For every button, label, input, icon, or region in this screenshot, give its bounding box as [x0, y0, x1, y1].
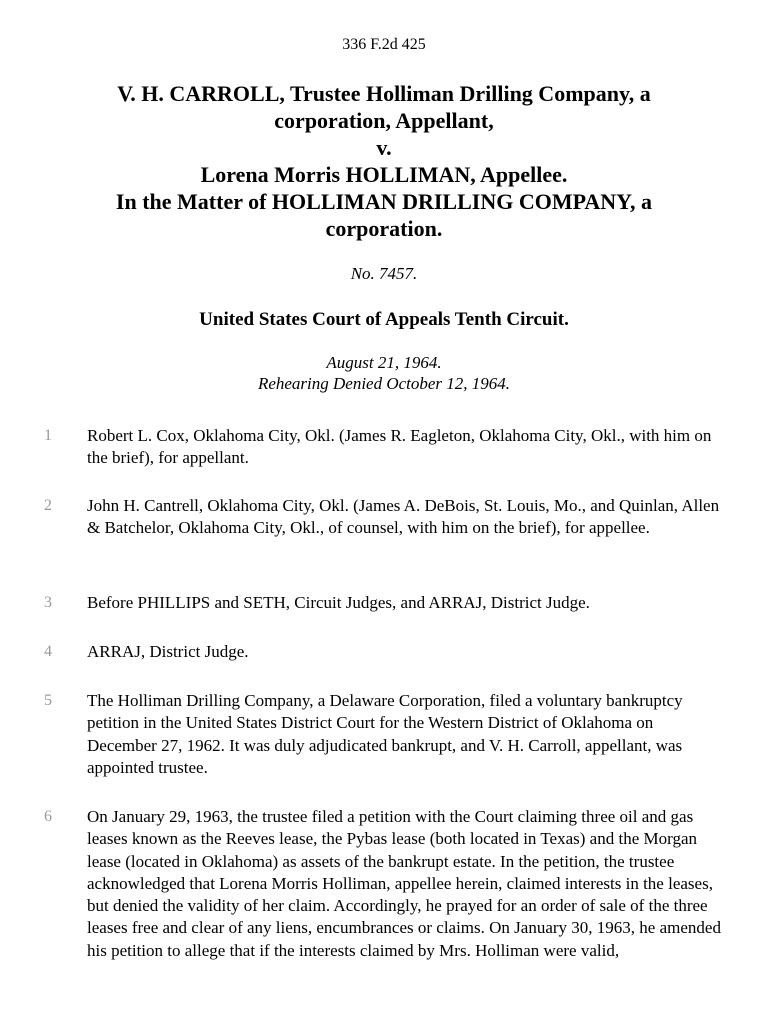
case-title-line: v. — [376, 135, 392, 160]
paragraph-number: 6 — [44, 808, 52, 825]
paragraph-text: Before PHILLIPS and SETH, Circuit Judges, and ARRAJ, District Judge. — [87, 593, 590, 612]
paragraph-text: On January 29, 1963, the trustee filed a petition with the Court claiming three oil and gas leases known as the Reeves lease, the Pybas lease (both located in Texas) and the Morgan lease (located in Oklahoma) as assets of the bankrupt estate. In the petition, the trustee acknowledged that Lorena Morris Holliman, appellee herein, claimed interests in the leases, but denied the validity of her claim. Accordingly, he prayed for an order of sale of the three leases free and clear of any liens, encumbrances or claims. On January 30, 1963, he amended his petition to allege that if the interests claimed by Mrs. Holliman were valid, — [87, 807, 721, 960]
decision-date: August 21, 1964. — [326, 353, 442, 372]
case-title-line: V. H. CARROLL, Trustee Holliman Drilling Company, a — [117, 81, 651, 106]
case-title-line: In the Matter of HOLLIMAN DRILLING COMPANY, a — [115, 189, 653, 214]
case-title-line: corporation, Appellant, — [274, 108, 494, 133]
case-title-line: corporation. — [325, 216, 443, 241]
case-title — [40, 80, 728, 242]
decision-dates — [0, 352, 768, 394]
paragraph-number: 3 — [44, 594, 52, 611]
court-name: United States Court of Appeals Tenth Circuit. — [199, 309, 569, 330]
paragraph-number: 4 — [44, 643, 52, 660]
paragraph-text: The Holliman Drilling Company, a Delaware Corporation, filed a voluntary bankruptcy petition in the United States District Court for the Western District of Oklahoma on December 27, 1962. It was duly adjudicated bankrupt, and V. H. Carroll, appellant, was appointed trustee. — [87, 691, 683, 777]
paragraph-text: ARRAJ, District Judge. — [87, 642, 249, 661]
paragraph-number: 1 — [44, 427, 52, 444]
paragraph-text: John H. Cantrell, Oklahoma City, Okl. (James A. DeBois, St. Louis, Mo., and Quinlan, Allen & Batchelor, Oklahoma City, Okl., of counsel, with him on the brief), for appellee. — [87, 496, 720, 538]
paragraph-text: Robert L. Cox, Oklahoma City, Okl. (James R. Eagleton, Oklahoma City, Okl., with him on the brief), for appellant. — [87, 426, 712, 468]
paragraph-number: 2 — [44, 497, 52, 514]
docket-number: No. 7457. — [350, 264, 418, 283]
paragraph-number: 5 — [44, 692, 52, 709]
case-citation: 336 F.2d 425 — [342, 36, 426, 53]
case-title-line: Lorena Morris HOLLIMAN, Appellee. — [200, 162, 568, 187]
rehearing-date: Rehearing Denied October 12, 1964. — [257, 374, 511, 393]
